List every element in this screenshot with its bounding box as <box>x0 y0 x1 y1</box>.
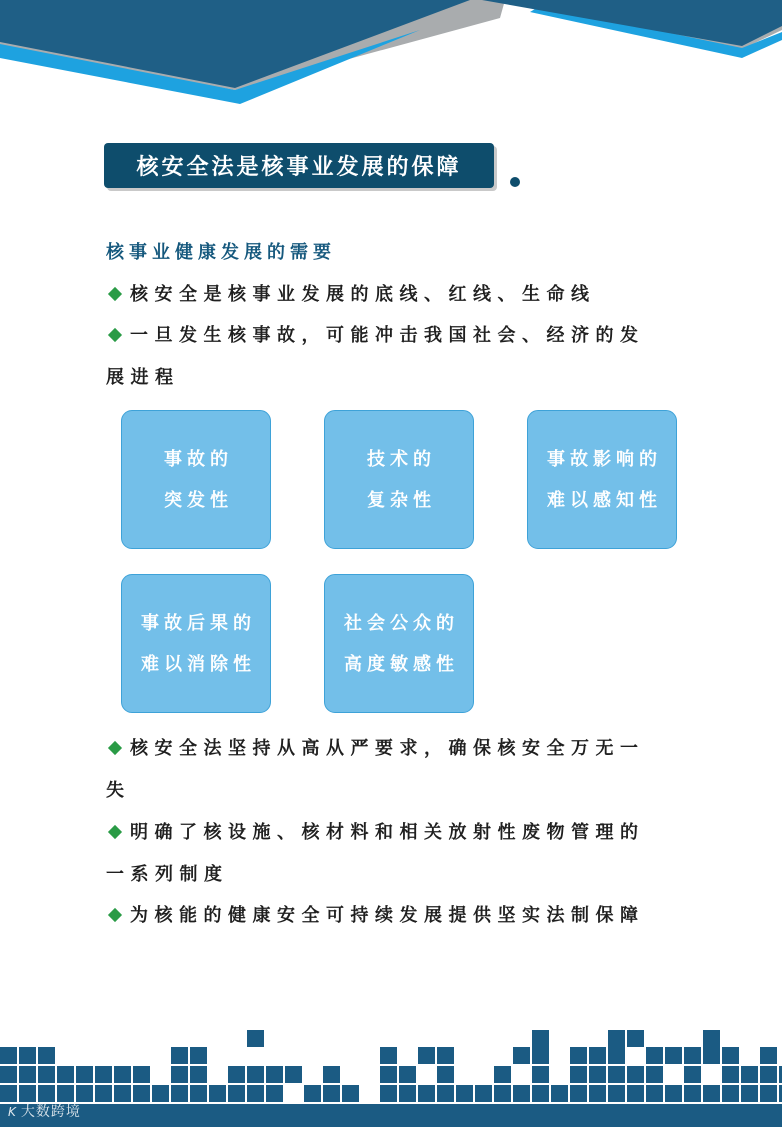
pixel-block <box>171 1066 188 1083</box>
pixel-block <box>646 1047 663 1064</box>
pixel-block <box>475 1085 492 1102</box>
card-line: 难以消除性 <box>141 653 256 675</box>
pixel-block <box>570 1066 587 1083</box>
bullet-text: 核安全是核事业发展的底线、红线、生命线 <box>130 284 596 305</box>
pixel-block <box>684 1047 701 1064</box>
card-line: 事故影响的 <box>547 448 662 470</box>
pixel-block <box>627 1066 644 1083</box>
card-line: 技术的 <box>367 448 436 470</box>
pixel-block <box>190 1085 207 1102</box>
card-line: 复杂性 <box>367 489 436 511</box>
pixel-block <box>684 1085 701 1102</box>
pixel-block <box>741 1066 758 1083</box>
bullet-text: 明确了核设施、核材料和相关放射性废物管理的 <box>130 822 645 843</box>
pixel-block <box>228 1085 245 1102</box>
diamond-bullet-icon <box>108 287 122 301</box>
pixel-block <box>437 1066 454 1083</box>
pixel-block <box>209 1085 226 1102</box>
pixel-block <box>19 1085 36 1102</box>
pixel-block <box>627 1085 644 1102</box>
pixel-block <box>589 1066 606 1083</box>
pixel-block <box>437 1085 454 1102</box>
bullet-text-continued: 展进程 <box>106 367 180 388</box>
pixel-block <box>570 1085 587 1102</box>
pixel-block <box>19 1047 36 1064</box>
pixel-block <box>418 1047 435 1064</box>
pixel-block <box>76 1085 93 1102</box>
feature-card <box>324 410 474 549</box>
pixel-block <box>703 1047 720 1064</box>
pixel-block <box>570 1047 587 1064</box>
pixel-block <box>608 1047 625 1064</box>
pixel-block <box>532 1030 549 1047</box>
pixel-block <box>114 1085 131 1102</box>
pixel-block <box>38 1085 55 1102</box>
pixel-block <box>228 1066 245 1083</box>
title-dot-decoration <box>510 177 520 187</box>
pixel-block <box>0 1066 17 1083</box>
pixel-block <box>741 1085 758 1102</box>
pixel-block <box>38 1047 55 1064</box>
pixel-block <box>532 1047 549 1064</box>
pixel-block <box>380 1085 397 1102</box>
pixel-block <box>551 1085 568 1102</box>
bullet-item <box>106 895 706 937</box>
card-line: 事故的 <box>164 448 233 470</box>
footer-bar <box>0 1104 782 1127</box>
feature-card <box>324 574 474 713</box>
pixel-block <box>323 1085 340 1102</box>
bullet-item <box>106 728 706 812</box>
bullet-item <box>106 812 706 896</box>
pixel-block <box>152 1085 169 1102</box>
pixel-block <box>760 1066 777 1083</box>
pixel-block <box>399 1085 416 1102</box>
pixel-block <box>589 1047 606 1064</box>
pixel-block <box>304 1085 321 1102</box>
pixel-block <box>646 1066 663 1083</box>
pixel-block <box>760 1047 777 1064</box>
pixel-block <box>760 1085 777 1102</box>
pixel-block <box>399 1066 416 1083</box>
pixel-block <box>342 1085 359 1102</box>
pixel-block <box>95 1085 112 1102</box>
bullet-item <box>106 315 706 399</box>
pixel-block <box>608 1066 625 1083</box>
pixel-block <box>418 1085 435 1102</box>
pixel-block <box>171 1047 188 1064</box>
pixel-block <box>532 1085 549 1102</box>
bullet-text-continued: 一系列制度 <box>106 864 229 885</box>
card-line: 事故后果的 <box>141 612 256 634</box>
pixel-block <box>684 1066 701 1083</box>
pixel-footer-decoration <box>0 1030 782 1127</box>
pixel-block <box>190 1047 207 1064</box>
pixel-block <box>95 1066 112 1083</box>
pixel-block <box>494 1066 511 1083</box>
feature-card <box>121 574 271 713</box>
pixel-block <box>38 1066 55 1083</box>
pixel-block <box>494 1085 511 1102</box>
section-heading: 核事业健康发展的需要 <box>106 242 336 263</box>
pixel-block <box>456 1085 473 1102</box>
watermark-logo-icon: K <box>8 1105 17 1119</box>
pixel-block <box>703 1085 720 1102</box>
watermark-text: 大数跨境 <box>20 1104 81 1120</box>
pixel-block <box>0 1047 17 1064</box>
pixel-block <box>608 1030 625 1047</box>
bullet-text: 核安全法坚持从高从严要求，确保核安全万无一 <box>130 738 645 759</box>
pixel-block <box>57 1066 74 1083</box>
pixel-block <box>589 1085 606 1102</box>
diamond-bullet-icon <box>108 328 122 342</box>
diamond-bullet-icon <box>108 825 122 839</box>
pixel-block <box>513 1047 530 1064</box>
watermark <box>8 1101 81 1121</box>
bullet-text: 为核能的健康安全可持续发展提供坚实法制保障 <box>130 905 645 926</box>
page-title: 核安全法是核事业发展的保障 <box>136 154 462 180</box>
pixel-block <box>513 1085 530 1102</box>
feature-card <box>527 410 677 549</box>
bullet-item <box>106 274 706 316</box>
pixel-block <box>437 1047 454 1064</box>
pixel-block <box>722 1047 739 1064</box>
top-banner-decoration <box>0 0 782 110</box>
pixel-block <box>722 1066 739 1083</box>
card-line: 社会公众的 <box>344 612 459 634</box>
pixel-block <box>247 1030 264 1047</box>
pixel-block <box>247 1085 264 1102</box>
pixel-block <box>19 1066 36 1083</box>
bullet-text-continued: 失 <box>106 780 131 801</box>
pixel-block <box>266 1066 283 1083</box>
card-line: 突发性 <box>164 489 233 511</box>
pixel-block <box>76 1066 93 1083</box>
pixel-block <box>627 1030 644 1047</box>
bullet-text: 一旦发生核事故，可能冲击我国社会、经济的发 <box>130 325 645 346</box>
pixel-block <box>0 1085 17 1102</box>
pixel-block <box>266 1085 283 1102</box>
pixel-block <box>171 1085 188 1102</box>
pixel-block <box>247 1066 264 1083</box>
pixel-block <box>703 1030 720 1047</box>
diamond-bullet-icon <box>108 908 122 922</box>
pixel-block <box>190 1066 207 1083</box>
pixel-block <box>646 1085 663 1102</box>
pixel-block <box>722 1085 739 1102</box>
pixel-block <box>380 1047 397 1064</box>
pixel-block <box>114 1066 131 1083</box>
pixel-block <box>285 1066 302 1083</box>
pixel-block <box>380 1066 397 1083</box>
pixel-block <box>133 1085 150 1102</box>
pixel-block <box>323 1066 340 1083</box>
feature-card <box>121 410 271 549</box>
pixel-block <box>57 1085 74 1102</box>
pixel-block <box>665 1047 682 1064</box>
pixel-block <box>665 1085 682 1102</box>
pixel-block <box>532 1066 549 1083</box>
page-title-box <box>104 143 494 188</box>
pixel-block <box>133 1066 150 1083</box>
card-line: 难以感知性 <box>547 489 662 511</box>
pixel-block <box>608 1085 625 1102</box>
diamond-bullet-icon <box>108 741 122 755</box>
card-line: 高度敏感性 <box>344 653 459 675</box>
